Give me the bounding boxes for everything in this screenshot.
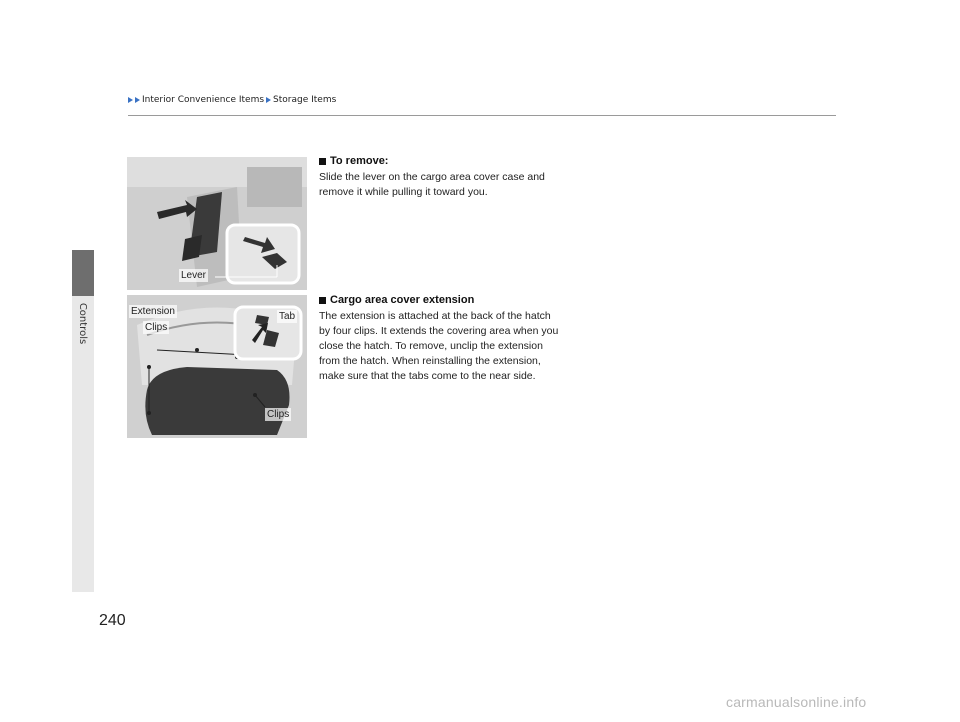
section-title-cargo-extension: Cargo area cover extension xyxy=(319,294,474,306)
figure-label-lever: Lever xyxy=(181,270,207,281)
breadcrumb-link-storage-items[interactable]: Storage Items xyxy=(273,95,337,105)
header-rule xyxy=(128,115,836,116)
breadcrumb-link-interior-convenience[interactable]: Interior Convenience Items xyxy=(142,95,265,105)
breadcrumb-arrow-icon xyxy=(128,97,133,103)
figure-label-extension: Extension xyxy=(131,306,175,317)
figure-label-clips-top: Clips xyxy=(145,322,168,333)
sidebar-label: Controls xyxy=(77,302,89,344)
lever-illustration xyxy=(127,157,307,290)
breadcrumb-arrow-icon xyxy=(266,97,271,103)
breadcrumb-arrow-icon xyxy=(135,97,140,103)
breadcrumb xyxy=(128,95,336,105)
sidebar-section-tab[interactable] xyxy=(72,250,94,296)
section-body-to-remove: Slide the lever on the cargo area cover case and remove it while pulling it toward you. xyxy=(319,171,545,198)
section-title-to-remove: To remove: xyxy=(319,155,388,167)
watermark: carmanualsonline.info xyxy=(726,694,867,710)
figure-label-tab: Tab xyxy=(279,311,296,322)
bullet-square-icon xyxy=(319,297,326,304)
page-number: 240 xyxy=(99,612,126,629)
section-body-cargo-extension: The extension is attached at the back of the hatch by four clips. It extends the covering area when you close the hatch. To remove, unclip the extension from the hatch. When reinstalling the extension, make sure that the tabs come to the near side. xyxy=(319,310,559,382)
figure-label-clips-bottom: Clips xyxy=(267,409,290,420)
cargo-cover-extension-illustration xyxy=(127,295,307,438)
bullet-square-icon xyxy=(319,158,326,165)
